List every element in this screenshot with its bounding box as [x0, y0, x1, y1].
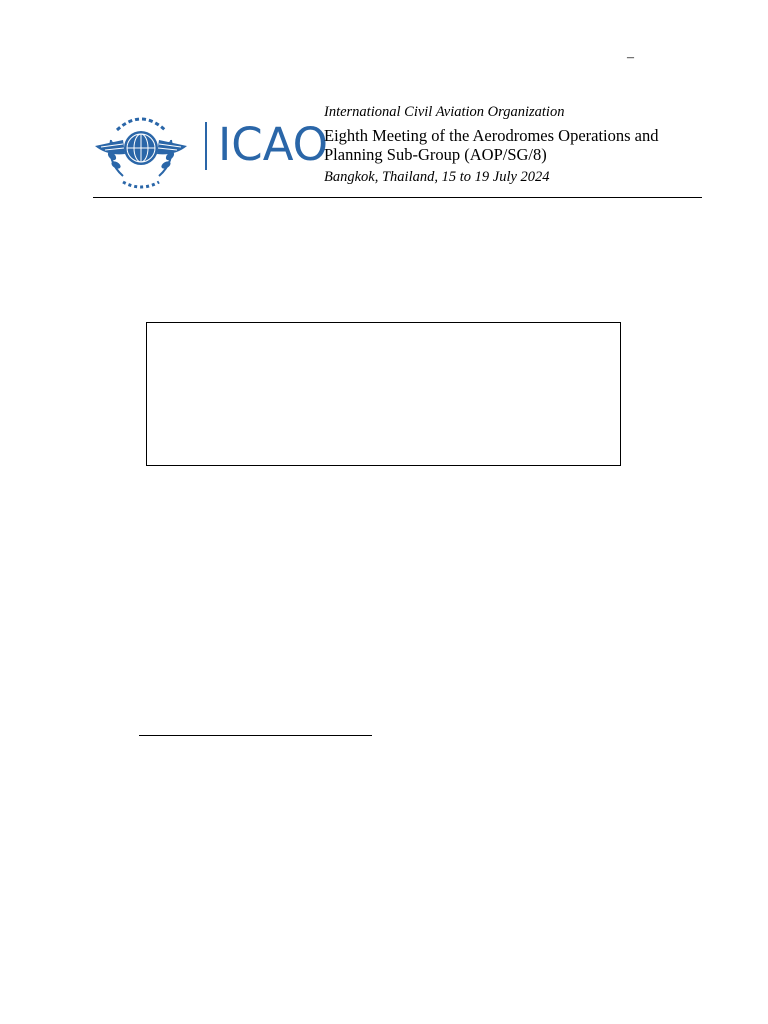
summary-box — [146, 322, 621, 466]
meeting-title — [324, 126, 659, 164]
meeting-venue-dates: Bangkok, Thailand, 15 to 19 July 2024 — [324, 169, 550, 185]
footnote-separator — [139, 735, 372, 736]
organization-name: International Civil Aviation Organization — [324, 104, 565, 120]
icao-emblem-icon — [93, 106, 189, 192]
logo-divider — [205, 122, 207, 170]
meeting-title-line-2: Planning Sub-Group (AOP/SG/8) — [324, 145, 547, 164]
page-top-mark: – — [627, 50, 634, 65]
icao-wordmark: ICAO — [218, 118, 329, 171]
header-divider — [93, 197, 702, 198]
meeting-title-line-1: Eighth Meeting of the Aerodromes Operations and — [324, 126, 659, 145]
